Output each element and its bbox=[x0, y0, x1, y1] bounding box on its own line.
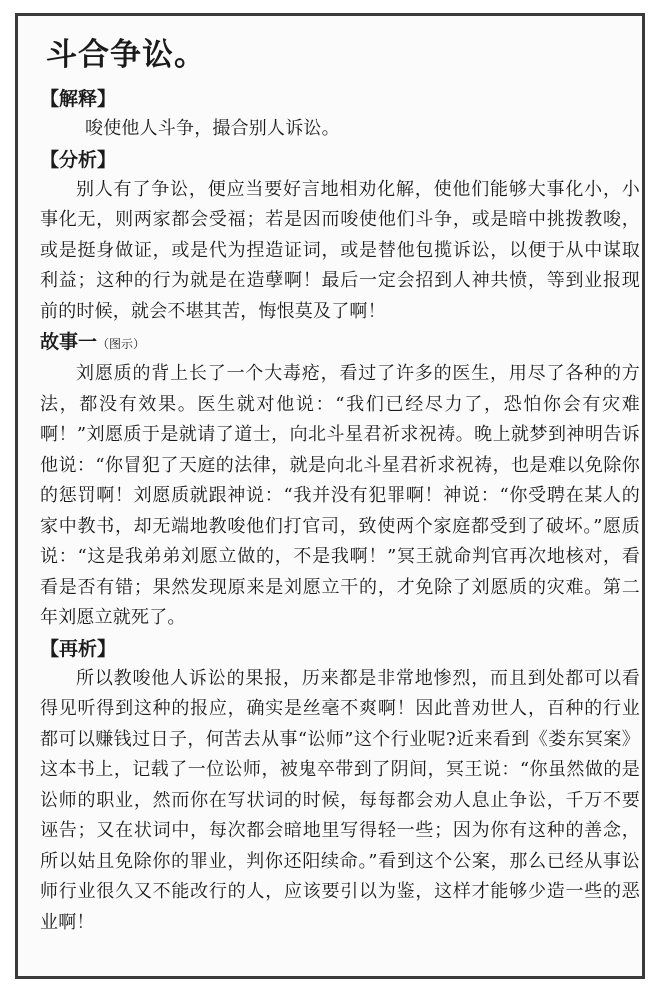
explain-heading: 【解释】 bbox=[40, 88, 117, 110]
story-subtitle: （图示） bbox=[97, 337, 146, 351]
story-heading bbox=[40, 327, 640, 359]
analysis-heading: 【分析】 bbox=[40, 148, 117, 171]
page-title: 斗合争讼。 bbox=[46, 37, 206, 73]
story-title: 故事一 bbox=[40, 331, 98, 353]
explain-text: 唆使他人斗争，撮合别人诉讼。 bbox=[85, 118, 340, 139]
document-body bbox=[40, 34, 640, 938]
story-text: 刘愿质的背上长了一个大毒疮，看过了许多的医生，用尽了各种的方法，都没有效果。医生就对他说：“我们已经尽力了，恐怕你会有灾难啊！”刘愿质于是就请了道士，向北斗星君祈求祝祷。晚上就梦到神明告诉他说：“你冒犯了天庭的法律，就是向北斗星君祈求祝祷，也是难以免除你的惩罚啊！刘愿质就跟神说：“我并没有犯罪啊！神说：“你受聘在某人的家中教书，却无端地教唆他们打官司，致使两个家庭都受到了破坏。”愿质说：“这是我弟弟刘愿立做的，不是我啊！”冥王就命判官再次地核对，看看是否有错；果然发现原来是刘愿立干的，才免除了刘愿质的灾难。第二年刘愿立就死了。 bbox=[40, 363, 640, 628]
reanalysis-text: 所以教唆他人诉讼的果报，历来都是非常地惨烈，而且到处都可以看得见听得到这种的报应，确实是丝毫不爽啊！因此普劝世人，百种的行业都可以赚钱过日子，何苦去从事“讼师”这个行业呢?近来看到《娄东冥案》这本书上，记载了一位讼师，被鬼卒带到了阴间，冥王说：“你虽然做的是讼师的职业，然而你在写状词的时候，每每都会劝人息止争讼，千万不要诬告；又在状词中，每次都会暗地里写得轻一些；因为你有这种的善念，所以姑且免除你的罪业，判你还阳续命。”看到这个公案，那么已经从事讼师行业很久又不能改行的人，应该要引以为鉴，这样才能够少造一些的恶业啊！ bbox=[40, 667, 640, 933]
analysis-text: 别人有了争讼，便应当要好言地相劝化解，使他们能够大事化小，小事化无，则两家都会受福；若是因而唆使他们斗争，或是暗中挑拨教唆，或是挺身做证，或是代为捏造证词，或是替他包揽诉讼，以便于从中谋取利益；这种的行为就是在造孽啊！最后一定会招到人神共愤，等到业报现前的时候，就会不堪其苦，悔恨莫及了啊！ bbox=[40, 178, 640, 322]
reanalysis-heading: 【再析】 bbox=[40, 637, 117, 660]
